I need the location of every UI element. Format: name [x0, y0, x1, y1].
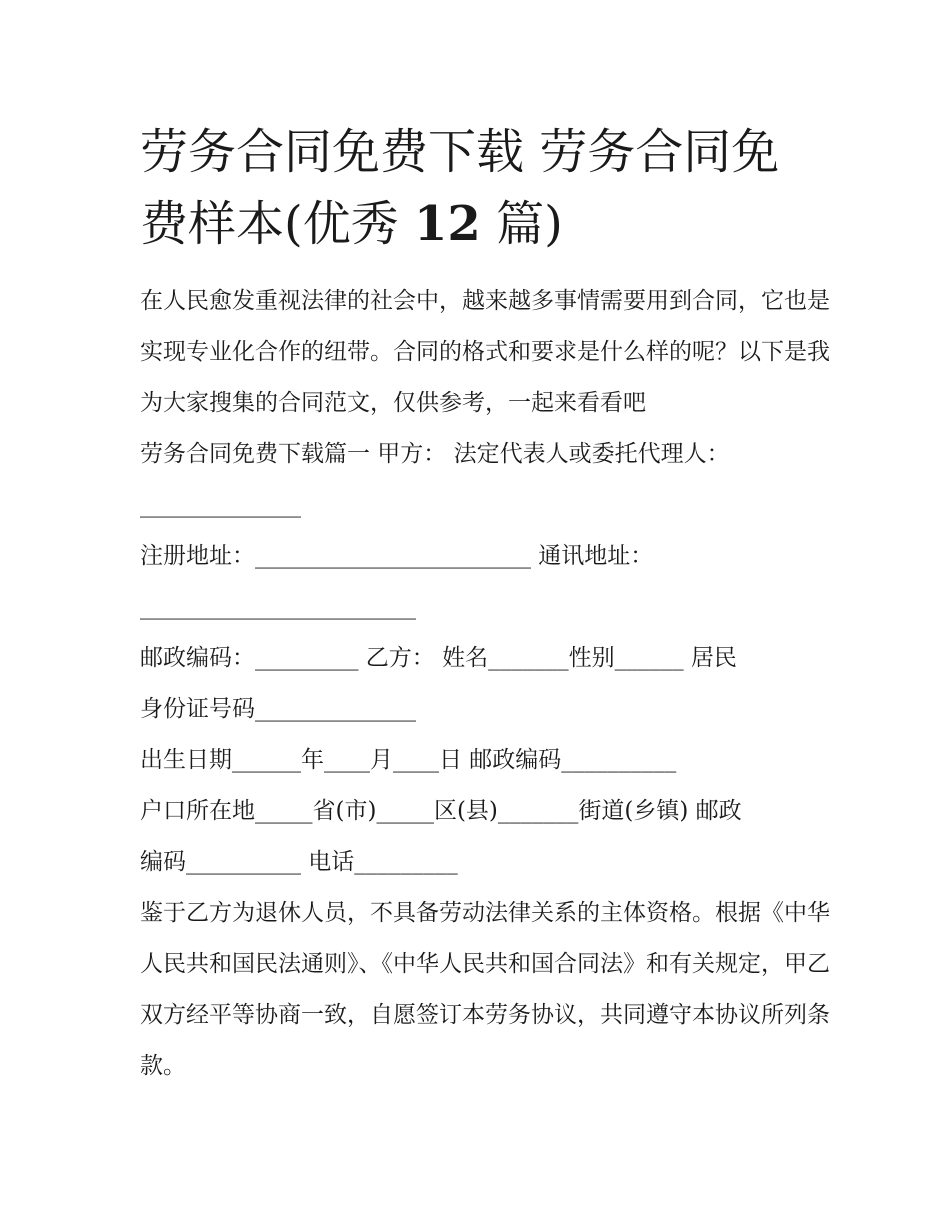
form-line-party-a: 劳务合同免费下载篇一 甲方： 法定代表人或委托代理人： — [140, 441, 730, 467]
form-line-birth-date: 出生日期______年____月____日 邮政编码__________ — [140, 747, 677, 773]
closing-paragraph: 鉴于乙方为退休人员，不具备劳动法律关系的主体资格。根据《中华人民共和国民法通则》、《中华人民共和国合同法》和有关规定，甲乙双方经平等协商一致，自愿签订本劳务协议，共同遵守本协议所列条款。 — [140, 900, 830, 1079]
form-line-registered-address: 注册地址：________________________ 通讯地址： — [140, 543, 654, 569]
document-body — [140, 276, 830, 1092]
title-text-2: 篇) — [496, 196, 563, 252]
form-line-postal-phone: 编码__________ 电话_________ — [140, 849, 458, 875]
form-line-id-number: 身份证号码______________ — [140, 696, 416, 722]
title-number: 12 — [414, 196, 481, 252]
title-text-1: 劳务合同免费下载 劳务合同免费样本(优秀 — [140, 124, 780, 252]
form-line-blank-2: ________________________ — [140, 594, 416, 620]
form-line-postal-party-b: 邮政编码：_________ 乙方： 姓名_______性别______ 居民 — [140, 645, 737, 671]
form-line-household-registration: 户口所在地_____省(市)_____区(县)_______街道(乡镇) 邮政 — [140, 798, 742, 824]
form-line-blank-1: ______________ — [140, 492, 301, 518]
intro-paragraph: 在人民愈发重视法律的社会中，越来越多事情需要用到合同，它也是实现专业化合作的纽带。合同的格式和要求是什么样的呢？以下是我为大家搜集的合同范文，仅供参考，一起来看看吧 — [140, 288, 830, 416]
document-title — [140, 116, 820, 260]
